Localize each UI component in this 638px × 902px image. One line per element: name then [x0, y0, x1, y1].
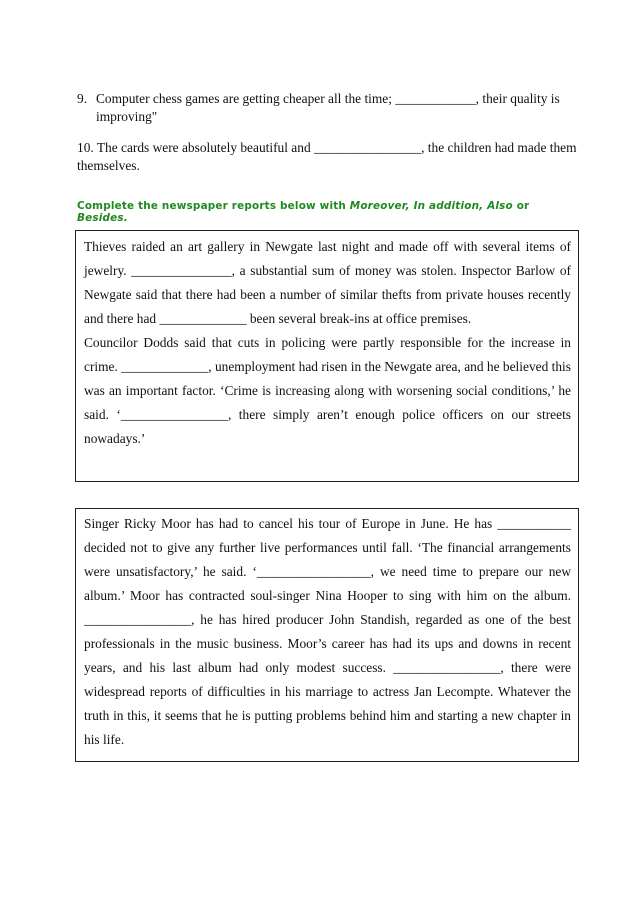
instruction-word-besides: Besides. — [77, 212, 128, 224]
report-2-paragraph-1: Singer Ricky Moor has had to cancel his tour of Europe in June. He has ___________ decided not to give any further live performances until fall. ‘The financial arrangements were unsatisfactory,’ he said. ‘_________________, we need time to prepare our new album.’ Moor has contracted soul-singer Nina Hooper to sing with him on the album. ________________, he has hired producer John Standish, regarded as one of the best professionals in the music business. Moor’s career has had its ups and downs in recent years, and his last album had only modest success. ________________, there were widespread reports of difficulties in his marriage to actress Jan Lecompte. Whatever the truth in this, it seems that he is putting problems behind him and starting a new chapter in his life. — [84, 516, 571, 747]
newspaper-report-2 — [75, 508, 579, 762]
newspaper-report-1 — [75, 230, 579, 482]
report-1-paragraph-2: Councilor Dodds said that cuts in policing were partly responsible for the increase in crime. _____________, unemployment had risen in the Newgate area, and he believed this was an important factor. ‘Crime is increasing along with worsening social conditions,’ he said. ‘________________, there simply aren’t enough police officers on our streets nowadays.’ — [84, 335, 571, 446]
report-1-paragraph-1: Thieves raided an art gallery in Newgate last night and made off with several items of jewelry. _______________, a substantial sum of money was stolen. Inspector Barlow of Newgate said that there had been a number of similar thefts from private houses recently and there had _____________ been several break-ins at office premises. — [84, 239, 571, 326]
question-10: 10. The cards were absolutely beautiful and ________________, the children had made them themselves. — [77, 140, 577, 173]
instruction-word-also: Also — [487, 200, 513, 212]
instruction-heading — [77, 200, 582, 224]
instruction-lead: Complete the newspaper reports below with — [77, 200, 350, 212]
instruction-word-in-addition: In addition, — [413, 200, 484, 212]
question-number: 9. — [77, 91, 88, 106]
instruction-word-moreover: Moreover, — [349, 200, 410, 212]
question-text: Computer chess games are getting cheaper all the time; ____________, their quality is improving" — [96, 91, 560, 124]
instruction-joiner: or — [512, 200, 530, 212]
question-9 — [77, 90, 582, 126]
